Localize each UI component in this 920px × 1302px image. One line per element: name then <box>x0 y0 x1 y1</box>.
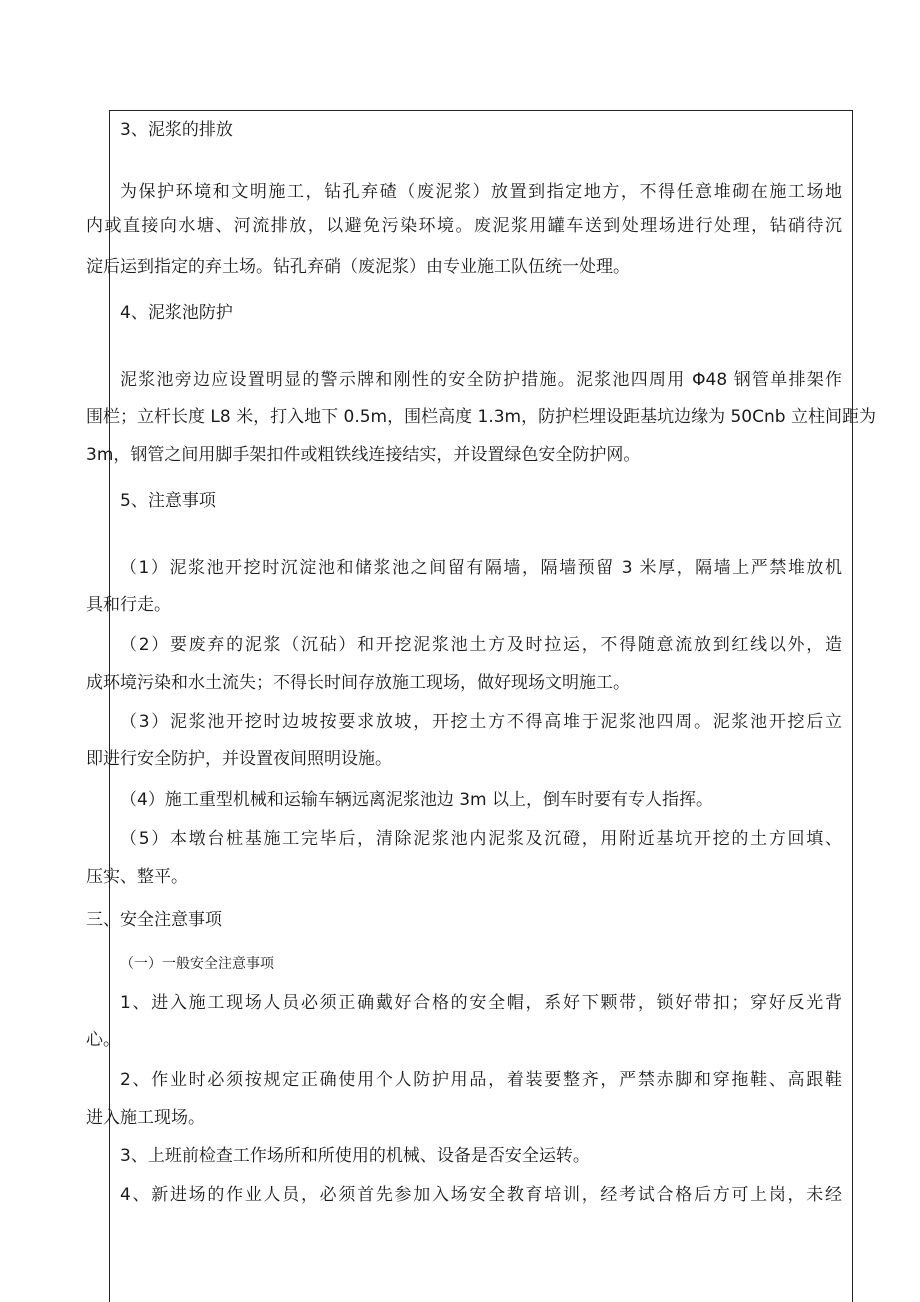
paragraph-line: 具和行走。 <box>86 595 171 615</box>
paragraph-line: 成环境污染和水土流失；不得长时间存放施工现场，做好现场文明施工。 <box>86 673 630 693</box>
paragraph-line: 心。 <box>86 1030 120 1050</box>
paragraph-line: 4、新进场的作业人员，必须首先参加入场安全教育培训，经考试合格后方可上岗，未经 <box>120 1185 842 1205</box>
paragraph-line: 3m，钢管之间用脚手架扣件或粗铁线连接结实，并设置绿色安全防护网。 <box>86 445 641 465</box>
subsection-heading-general: （一）一般安全注意事项 <box>120 956 274 972</box>
section-heading-mud-discharge: 3、泥浆的排放 <box>120 120 233 140</box>
paragraph-line: 3、上班前检查工作场所和所使用的机械、设备是否安全运转。 <box>120 1146 590 1166</box>
paragraph-line: 即进行安全防护，并设置夜间照明设施。 <box>86 749 392 769</box>
paragraph-line: （3）泥浆池开挖时边坡按要求放坡，开挖土方不得高堆于泥浆池四周。泥浆池开挖后立 <box>120 712 842 732</box>
section-heading-precautions: 5、注意事项 <box>120 491 216 511</box>
paragraph-line: 内或直接向水塘、河流排放，以避免污染环境。废泥浆用罐车送到处理场进行处理，钻硝待沉 <box>86 216 842 236</box>
paragraph-line: 围栏；立杆长度 L8 米，打入地下 0.5m，围栏高度 1.3m，防护栏埋设距基坑边缘为 50Cnb 立柱间距为 <box>86 407 876 427</box>
paragraph-line: 泥浆池旁边应设置明显的警示牌和刚性的安全防护措施。泥浆池四周用 Φ48 钢管单排架作 <box>120 370 842 390</box>
paragraph-line: （1）泥浆池开挖时沉淀池和储浆池之间留有隔墙，隔墙预留 3 米厚，隔墙上严禁堆放机 <box>120 558 842 578</box>
paragraph-line: 进入施工现场。 <box>86 1108 205 1128</box>
paragraph-line: （4）施工重型机械和运输车辆远离泥浆池边 3m 以上，倒车时要有专人指挥。 <box>120 790 713 810</box>
paragraph-line: 为保护环境和文明施工，钻孔弃碴（废泥浆）放置到指定地方，不得任意堆砌在施工场地 <box>120 182 842 202</box>
paragraph-line: 2、作业时必须按规定正确使用个人防护用品，着装要整齐，严禁赤脚和穿拖鞋、高跟鞋 <box>120 1070 842 1090</box>
content-frame <box>109 110 853 1302</box>
paragraph-line: 淀后运到指定的弃土场。钻孔弃硝（废泥浆）由专业施工队伍统一处理。 <box>86 257 630 277</box>
paragraph-line: 1、进入施工现场人员必须正确戴好合格的安全帽，系好下颗带，锁好带扣；穿好反光背 <box>120 993 842 1013</box>
paragraph-line: 压实、整平。 <box>86 867 188 887</box>
paragraph-line: （2）要废弃的泥浆（沉砧）和开挖泥浆池土方及时拉运，不得随意流放到红线以外，造 <box>120 635 842 655</box>
paragraph-line: （5）本墩台桩基施工完毕后，清除泥浆池内泥浆及沉磴，用附近基坑开挖的土方回填、 <box>120 829 842 849</box>
section-heading-pit-protection: 4、泥浆池防护 <box>120 303 233 323</box>
section-heading-safety: 三、安全注意事项 <box>86 910 222 930</box>
